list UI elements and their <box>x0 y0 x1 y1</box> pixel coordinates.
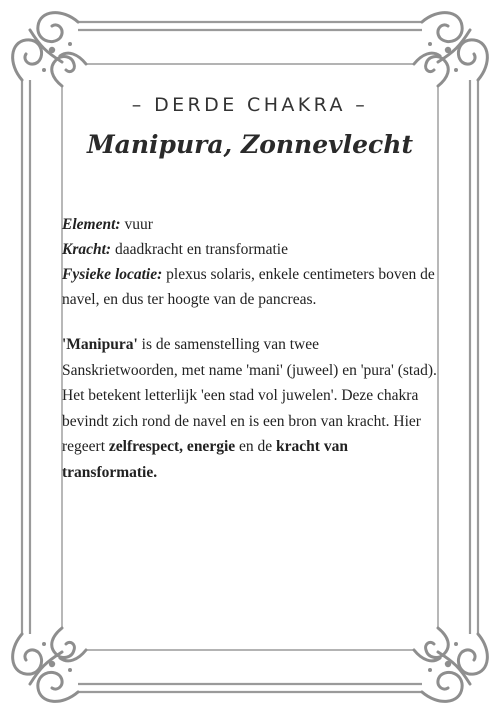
corner-scroll-ornament-icon <box>414 628 487 701</box>
description-paragraph <box>62 332 438 485</box>
description-text-1: is de samenstelling van twee Sanskrietwoorden, met name 'mani' (juweel) en 'pura' (stad). Het betekent letterlijk 'een stad vol juwelen'. Deze chakra bevindt zich rond de navel en is een bron van kracht. Hier regeert <box>62 336 437 455</box>
description-bold-1: zelfrespect, energie <box>108 438 236 455</box>
fact-kracht <box>62 237 438 262</box>
chakra-facts <box>62 212 438 312</box>
fact-element-label: Element: <box>62 216 121 233</box>
card-content <box>62 92 438 485</box>
card-title: Manipura, Zonnevlecht <box>86 130 414 159</box>
fact-locatie <box>62 262 438 312</box>
fact-element <box>62 212 438 237</box>
corner-scroll-ornament-icon <box>13 13 86 86</box>
description-text-2: en de <box>239 438 273 455</box>
fact-kracht-label: Kracht: <box>62 241 112 258</box>
fact-locatie-value: plexus solaris, enkele centimeters boven de navel, en dus ter hoogte van de pancreas. <box>62 266 435 308</box>
fact-kracht-value: daadkracht en transformatie <box>114 241 288 258</box>
corner-scroll-ornament-icon <box>414 13 487 86</box>
description-term: 'Manipura' <box>62 336 138 353</box>
fact-locatie-label: Fysieke locatie: <box>62 266 163 283</box>
corner-scroll-ornament-icon <box>13 628 86 701</box>
fact-element-value: vuur <box>124 216 153 233</box>
card-subtitle: – DERDE CHAKRA – <box>131 94 369 116</box>
description-bold-2: kracht van transformatie. <box>62 438 348 481</box>
